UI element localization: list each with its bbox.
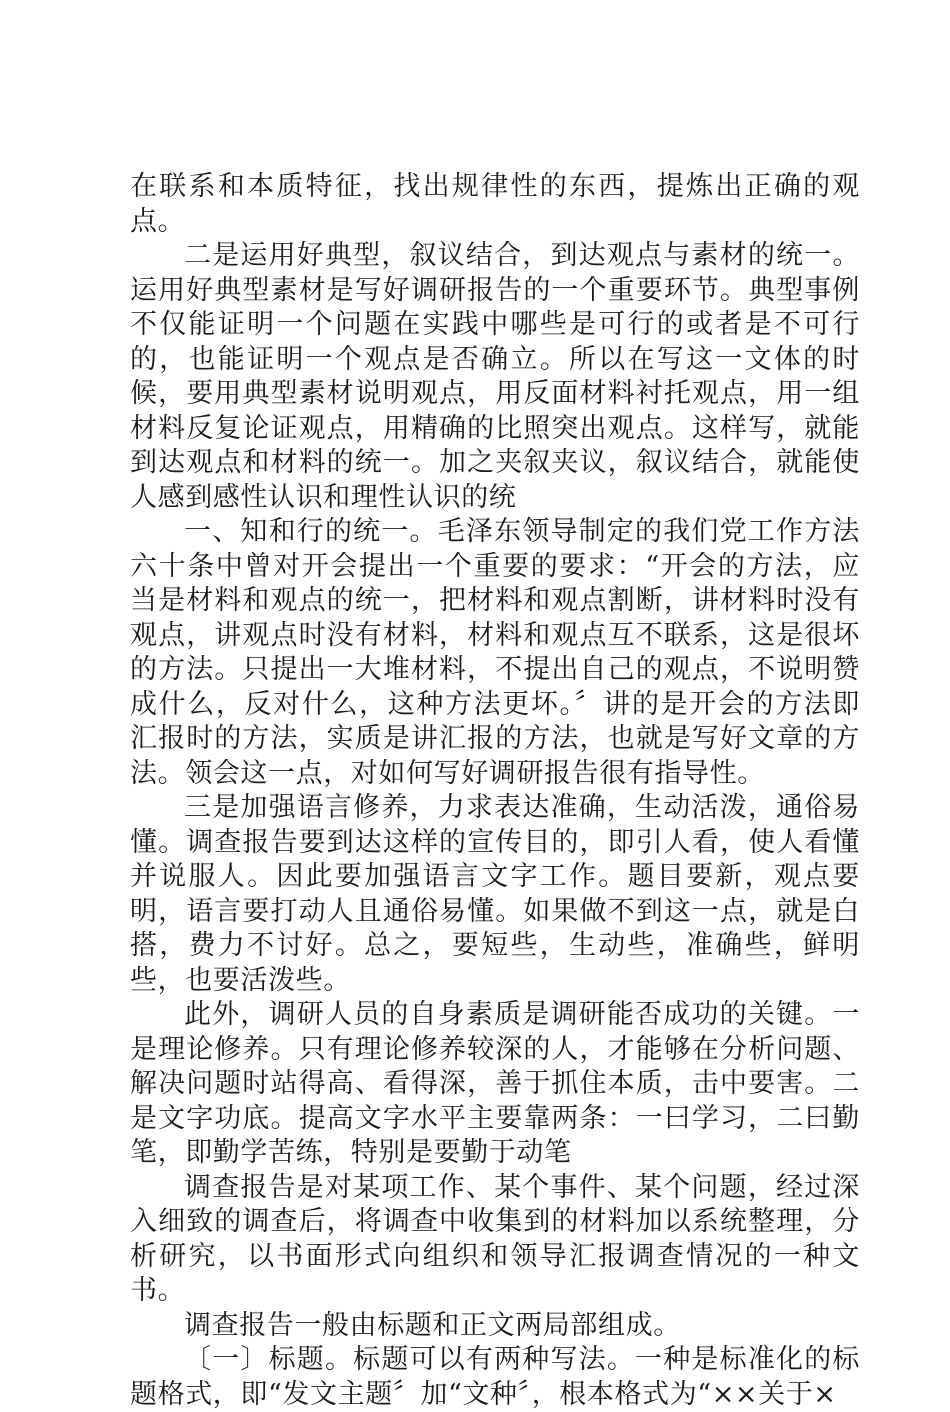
paragraph-report-structure: 调查报告一般由标题和正文两局部组成。 [184, 1309, 681, 1341]
paragraph-title-format: 〔一〕标题。标题可以有两种写法。一种是标准化的标题格式，即“发文主题〞加“文种〞，根本格式为“××关于× [130, 1344, 860, 1410]
paragraph-knowledge-action: 一、知和行的统一。毛泽东领导制定的我们党工作方法六十条中曾对开会提出一个重要的要求：“开会的方法，应当是材料和观点的统一，把材料和观点割断，讲材料时没有观点，讲观点时没有材料，材料和观点互不联系，这是很坏的方法。只提出一大堆材料，不提出自己的观点，不说明赞成什么，反对什么，这种方法更坏。〞讲的是开会的方法即汇报时的方法，实质是讲汇报的方法，也就是写好文章的方法。领会这一点，对如何写好调研报告很有指导性。 [130, 516, 860, 789]
paragraph-report-definition: 调查报告是对某项工作、某个事件、某个问题，经过深入细致的调查后，将调查中收集到的材料加以系统整理，分析研究，以书面形式向组织和领导汇报调查情况的一种文书。 [130, 1171, 860, 1306]
paragraph-researcher-quality: 此外，调研人员的自身素质是调研能否成功的关键。一是理论修养。只有理论修养较深的人，才能够在分析问题、解决问题时站得高、看得深，善于抓住本质，击中要害。二是文字功底。提高文字水平主要靠两条：一曰学习，二曰勤笔，即勤学苦练，特别是要勤于动笔 [130, 999, 860, 1168]
paragraph-typical-examples: 二是运用好典型，叙议结合，到达观点与素材的统一。运用好典型素材是写好调研报告的一个重要环节。典型事例不仅能证明一个问题在实践中哪些是可行的或者是不可行的，也能证明一个观点是否确立。所以在写这一文体的时候，要用典型素材说明观点，用反面材料衬托观点，用一组材料反复论证观点，用精确的比照突出观点。这样写，就能到达观点和材料的统一。加之夹叙夹议，叙议结合，就能使人感到感性认识和理性认识的统 [130, 240, 860, 513]
paragraph-language: 三是加强语言修养，力求表达准确，生动活泼，通俗易懂。调查报告要到达这样的宣传目的，即引人看，使人看懂并说服人。因此要加强语言文字工作。题目要新，观点要明，语言要打动人且通俗易懂。如果做不到这一点，就是白搭，费力不讨好。总之，要短些，生动些，准确些，鲜明些，也要活泼些。 [130, 792, 860, 996]
body-text [130, 170, 860, 1412]
paragraph-continuation: 在联系和本质特征，找出规律性的东西，提炼出正确的观点。 [130, 171, 860, 237]
